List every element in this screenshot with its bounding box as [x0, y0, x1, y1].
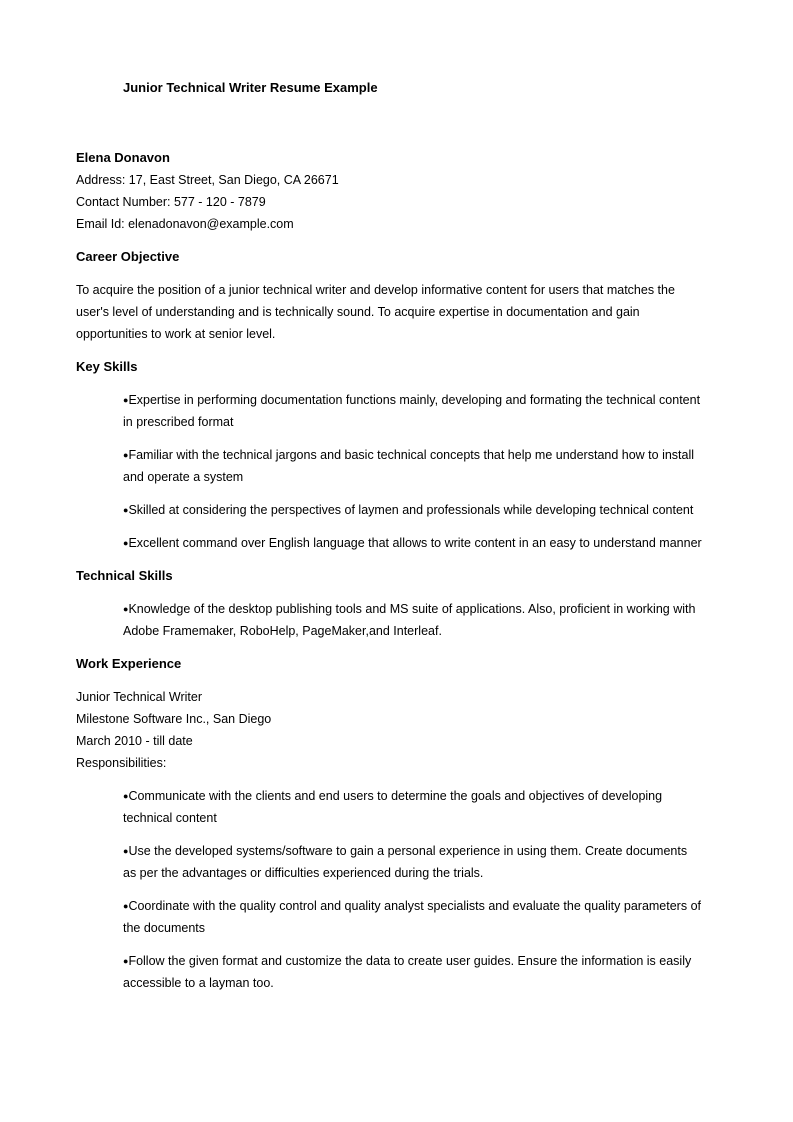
- email-line: Email Id: elenadonavon@example.com: [76, 217, 294, 231]
- list-item: [123, 532, 703, 554]
- bullet-icon: ●: [123, 604, 129, 614]
- section-heading-technical-skills: Technical Skills: [76, 568, 173, 583]
- list-item: [123, 444, 703, 488]
- technical-skills-list: [76, 598, 716, 642]
- list-item: [123, 785, 703, 829]
- section-heading-key-skills: Key Skills: [76, 359, 138, 374]
- list-item: [123, 950, 703, 994]
- key-skills-list: [76, 389, 716, 554]
- bullet-icon: ●: [123, 846, 129, 856]
- list-item-text: Communicate with the clients and end users to determine the goals and objectives of developing technical content: [123, 789, 663, 825]
- job-title: Junior Technical Writer: [76, 690, 202, 704]
- bullet-icon: ●: [123, 901, 129, 911]
- list-item: [123, 598, 703, 642]
- list-item-text: Follow the given format and customize the data to create user guides. Ensure the information is easily accessible to a layman too.: [123, 954, 692, 990]
- bullet-icon: ●: [123, 450, 129, 460]
- resume-content: [76, 147, 716, 994]
- career-objective-text: To acquire the position of a junior technical writer and develop informative content for users that matches the user's level of understanding and is technically sound. To acquire expertise in documentation and gain opportunities to work at senior level.: [76, 283, 675, 341]
- candidate-name: Elena Donavon: [76, 150, 170, 165]
- bullet-icon: ●: [123, 791, 129, 801]
- list-item-text: Familiar with the technical jargons and basic technical concepts that help me understand how to install and operate a system: [123, 448, 695, 484]
- responsibilities-label: Responsibilities:: [76, 756, 167, 770]
- list-item: [123, 499, 703, 521]
- list-item-text: Excellent command over English language that allows to write content in an easy to understand manner: [128, 536, 702, 550]
- list-item-text: Use the developed systems/software to gain a personal experience in using them. Create documents as per the advantages or difficulties experienced during the trials.: [123, 844, 688, 880]
- bullet-icon: ●: [123, 505, 129, 515]
- list-item: [123, 389, 703, 433]
- list-item: [123, 895, 703, 939]
- section-heading-career-objective: Career Objective: [76, 249, 180, 264]
- section-heading-work-experience: Work Experience: [76, 656, 182, 671]
- list-item-text: Expertise in performing documentation functions mainly, developing and formating the technical content in prescribed format: [123, 393, 701, 429]
- list-item-text: Skilled at considering the perspectives of laymen and professionals while developing technical content: [128, 503, 694, 517]
- bullet-icon: ●: [123, 395, 129, 405]
- bullet-icon: ●: [123, 956, 129, 966]
- list-item: [123, 840, 703, 884]
- bullet-icon: ●: [123, 538, 129, 548]
- address-line: Address: 17, East Street, San Diego, CA 26671: [76, 173, 339, 187]
- phone-line: Contact Number: 577 - 120 - 7879: [76, 195, 266, 209]
- responsibilities-list: [76, 785, 716, 994]
- document-title: Junior Technical Writer Resume Example: [123, 80, 378, 95]
- company-name: Milestone Software Inc., San Diego: [76, 712, 272, 726]
- list-item-text: Knowledge of the desktop publishing tools and MS suite of applications. Also, proficient in working with Adobe Framemaker, RoboHelp, PageMaker,and Interleaf.: [123, 602, 696, 638]
- employment-dates: March 2010 - till date: [76, 734, 193, 748]
- list-item-text: Coordinate with the quality control and quality analyst specialists and evaluate the quality parameters of the documents: [123, 899, 701, 935]
